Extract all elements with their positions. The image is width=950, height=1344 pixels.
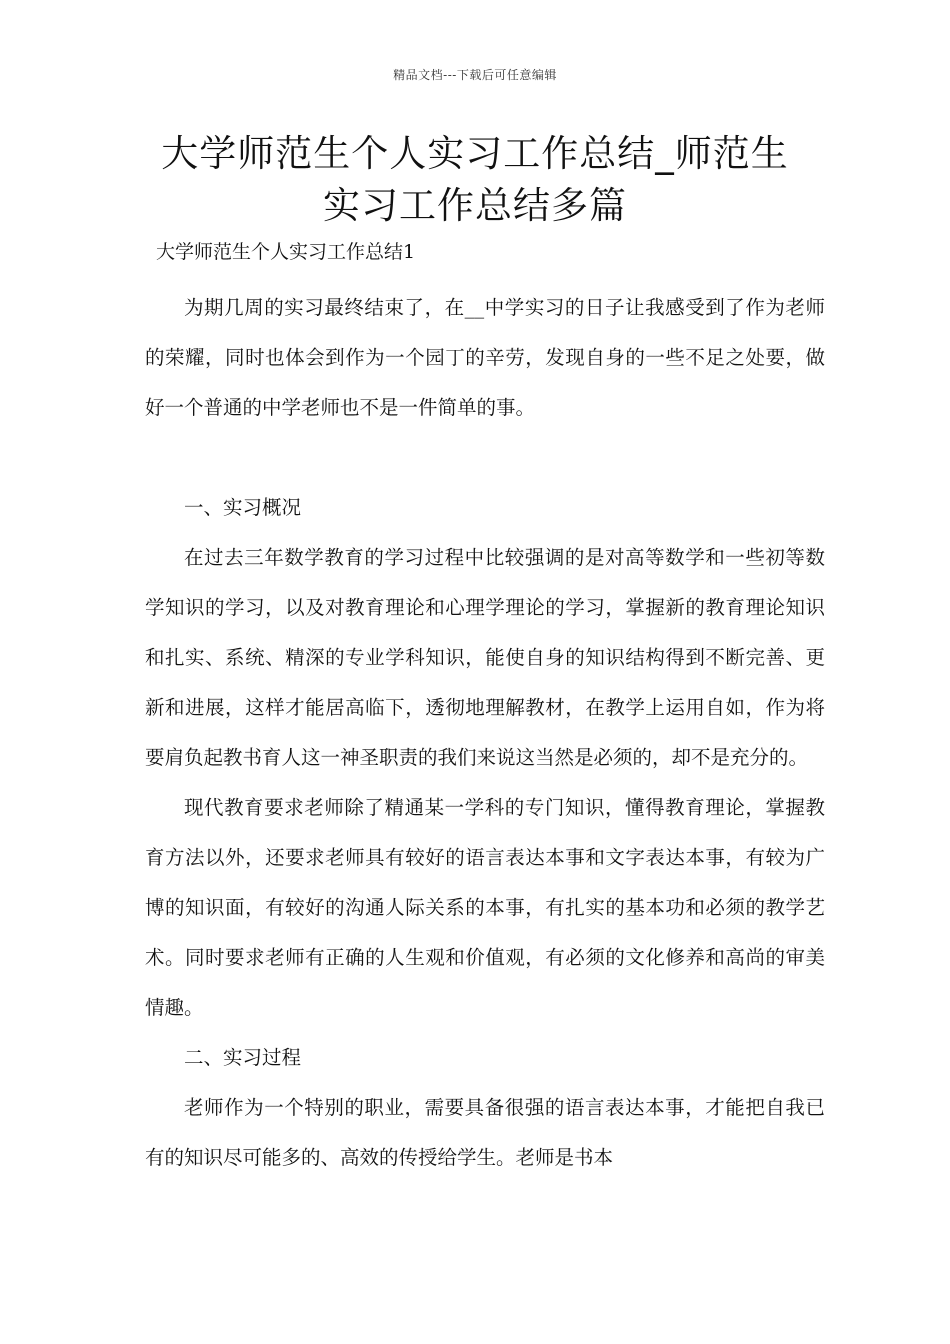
title-line-1: 大学师范生个人实习工作总结_师范生 — [161, 132, 789, 175]
document-body — [145, 283, 825, 1183]
overview-paragraph-2: 现代教育要求老师除了精通某一学科的专门知识，懂得教育理论，掌握教育方法以外，还要求老师具有较好的语言表达本事和文字表达本事，有较为广博的知识面，有较好的沟通人际关系的本事，有扎实的基本功和必须的教学艺术。同时要求老师有正确的人生观和价值观，有必须的文化修养和高尚的审美情趣。 — [145, 796, 825, 1019]
title-line-2: 实习工作总结多篇 — [323, 184, 627, 227]
page-header-note: 精品文档---下载后可任意编辑 — [393, 68, 557, 82]
intro-paragraph: 为期几周的实习最终结束了，在__中学实习的日子让我感受到了作为老师的荣耀，同时也体会到作为一个园丁的辛劳，发现自身的一些不足之处要，做好一个普通的中学老师也不是一件简单的事。 — [145, 296, 825, 419]
paragraph-spacer — [145, 433, 825, 483]
section-heading-overview: 一、实习概况 — [184, 496, 302, 519]
overview-paragraph-1: 在过去三年数学教育的学习过程中比较强调的是对高等数学和一些初等数学知识的学习，以及对教育理论和心理学理论的学习，掌握新的教育理论知识和扎实、系统、精深的专业学科知识，能使自身的知识结构得到不断完善、更新和进展，这样才能居高临下，透彻地理解教材，在教学上运用自如，作为将要肩负起教书育人这一神圣职责的我们来说这当然是必须的，却不是充分的。 — [145, 546, 825, 769]
document-subtitle: 大学师范生个人实习工作总结1 — [156, 241, 416, 263]
document-title — [100, 128, 850, 232]
section-heading-process: 二、实习过程 — [184, 1046, 302, 1069]
process-paragraph-1: 老师作为一个特别的职业，需要具备很强的语言表达本事，才能把自我已有的知识尽可能多的、高效的传授给学生。老师是书本 — [145, 1096, 825, 1169]
